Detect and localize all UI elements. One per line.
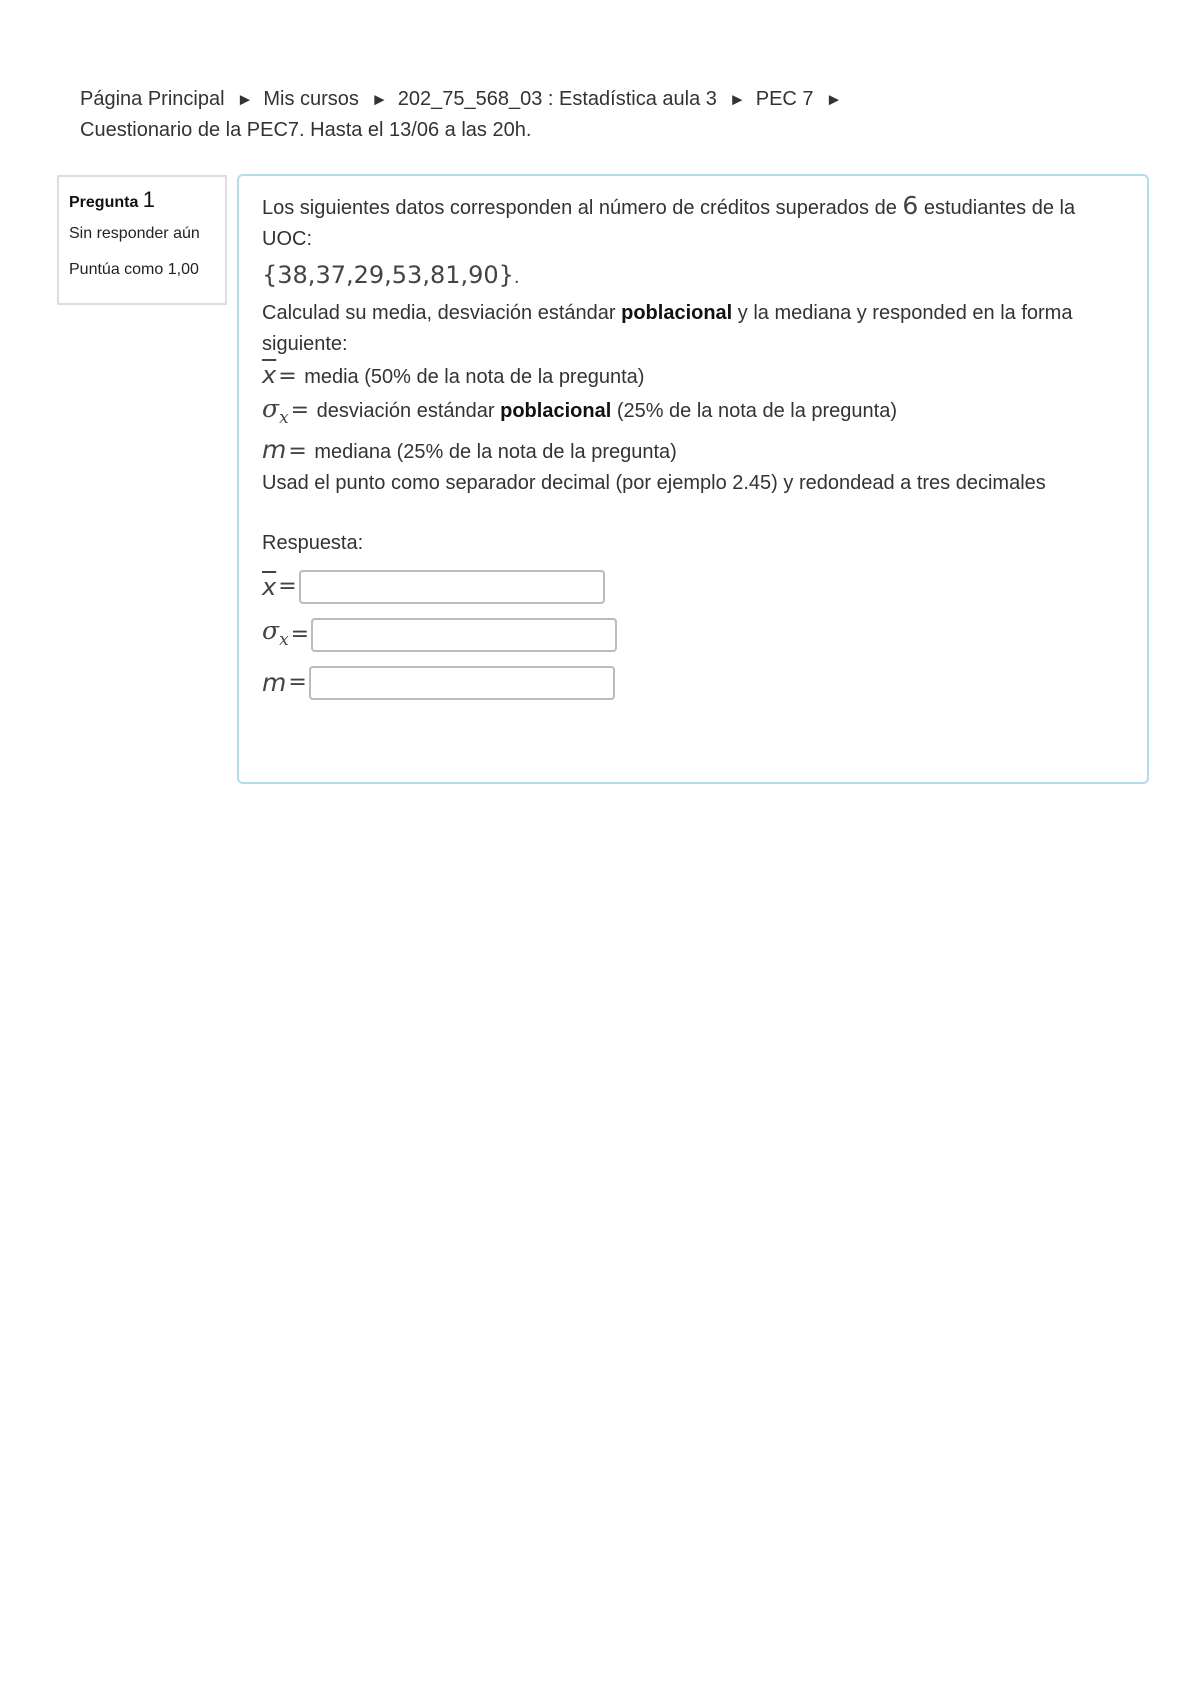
sd-symbol (262, 617, 289, 654)
question-state: Sin responder aún (69, 225, 200, 242)
students-count: 6 (902, 191, 919, 220)
sd-description-bold: poblacional (500, 400, 612, 422)
question-info-panel (57, 175, 227, 305)
data-set-values: {38,37,29,53,81,90} (262, 261, 514, 289)
sd-symbol (262, 394, 289, 428)
median-description: mediana (25% de la nota de la pregunta) (314, 441, 677, 463)
equals-sign: = (290, 622, 310, 647)
decimal-note: Usad el punto como separador decimal (por ejemplo 2.45) y redondead a tres decimales (262, 472, 1046, 494)
sd-subscript: x (279, 629, 289, 650)
median-symbol: m (262, 435, 287, 464)
median-input[interactable] (309, 666, 615, 700)
mean-symbol: $\overline{x}$ (262, 361, 277, 389)
data-set (262, 255, 1102, 298)
question-number (69, 187, 225, 213)
mean-description: media (50% de la nota de la pregunta) (304, 366, 645, 388)
breadcrumb (80, 84, 980, 146)
mean-definition (262, 360, 1102, 393)
intro-text-end: estudiantes de la UOC: (262, 197, 1076, 250)
equals-sign: = (290, 398, 310, 423)
question-content (237, 174, 1149, 784)
question-label: Pregunta (69, 194, 139, 211)
instructions-text-end: y la mediana y responded en la forma siguiente: (262, 302, 1073, 355)
answer-label: Respuesta: (262, 532, 364, 554)
median-answer-row (262, 659, 1147, 707)
median-symbol: m (262, 668, 287, 697)
sd-description-end: (25% de la nota de la pregunta) (616, 400, 898, 422)
breadcrumb-separator-icon: ► (825, 90, 843, 109)
sd-definition (262, 393, 1102, 434)
breadcrumb-separator-icon: ► (728, 90, 746, 109)
equals-sign: = (278, 364, 297, 389)
breadcrumb-course-link[interactable]: 202_75_568_03 : Estadística aula 3 (397, 88, 717, 110)
breadcrumb-my-courses-link[interactable]: Mis cursos (263, 88, 359, 110)
breadcrumb-home-link[interactable]: Página Principal (80, 88, 225, 110)
sd-input[interactable] (311, 618, 617, 652)
sd-description: desviación estándar (316, 400, 495, 422)
instructions-bold: poblacional (621, 302, 733, 324)
instructions (262, 298, 1102, 360)
intro-text: Los siguientes datos corresponden al número de créditos superados de (262, 197, 897, 219)
mean-answer-row (262, 563, 1147, 611)
sigma-glyph: σ (262, 615, 280, 645)
equals-sign: = (288, 670, 307, 695)
breadcrumb-separator-icon: ► (370, 90, 388, 109)
question-intro (262, 190, 1102, 255)
sd-subscript: x (279, 408, 289, 428)
instructions-text: Calculad su media, desviación estándar (262, 302, 616, 324)
equals-sign: = (288, 439, 307, 464)
breadcrumb-quiz-link[interactable]: Cuestionario de la PEC7. Hasta el 13/06 a las 20h. (80, 119, 532, 141)
answer-block (262, 529, 1147, 707)
mean-input[interactable] (299, 570, 605, 604)
data-set-period: . (513, 267, 520, 288)
question-number-value: 1 (142, 187, 156, 212)
question-grade: Puntúa como 1,00 (69, 261, 199, 278)
median-definition (262, 434, 1102, 468)
breadcrumb-pec-link[interactable]: PEC 7 (755, 88, 814, 110)
breadcrumb-separator-icon: ► (236, 90, 254, 109)
sigma-glyph: σ (262, 394, 280, 423)
mean-symbol: $\overline{x}$ (262, 573, 277, 601)
question-text (262, 190, 1102, 499)
sd-answer-row (262, 611, 1147, 659)
equals-sign: = (278, 574, 297, 599)
